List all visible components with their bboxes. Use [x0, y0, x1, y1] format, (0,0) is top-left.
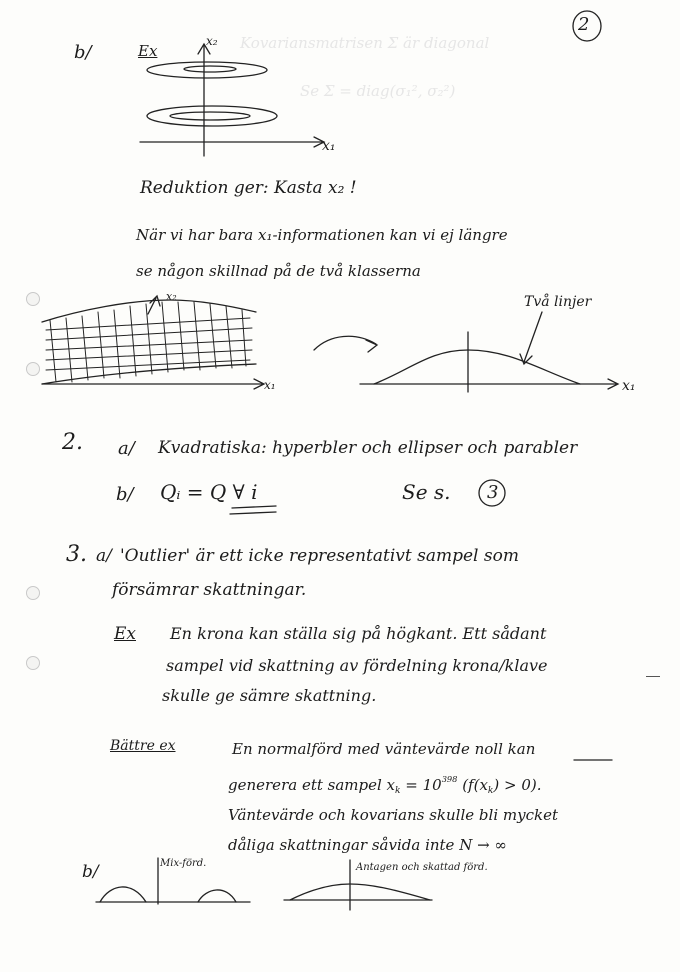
axis-label-x1: x₁: [322, 138, 336, 154]
section-b-marker: b/: [74, 42, 92, 63]
explanation-line-2: se någon skillnad på de två klasserna: [136, 262, 421, 280]
page-number: 2: [578, 14, 590, 35]
item-3-number: 3.: [66, 542, 87, 567]
forall-underline-1: [232, 506, 276, 508]
bleed-through-text-1: Kovariansmatrisen Σ är diagonal: [240, 34, 490, 52]
two-lines-pointer: [524, 312, 542, 362]
item-3-ex-line-2: sampel vid skattning av fördelning krona/klave: [166, 656, 548, 675]
item-2-number: 2.: [62, 430, 83, 455]
item-3a-line-2: försämrar skattningar.: [112, 580, 307, 600]
better-example-label: Bättre ex: [110, 738, 176, 754]
reduction-line: Reduktion ger: Kasta x₂ !: [140, 178, 357, 198]
class2-ellipse-outer: [147, 106, 277, 126]
transform-arrow-head: [366, 340, 377, 352]
axis-label-x2-grid: x₂: [166, 290, 177, 303]
mix-bump-right: [198, 890, 236, 902]
better-example-line-3: Väntevärde och kovarians skulle bli mycket: [228, 806, 558, 824]
item-3-ex-label: Ex: [114, 624, 136, 644]
better-example-line-1: En normalförd med väntevärde noll kan: [232, 740, 536, 758]
class1-ellipse-inner: [184, 66, 236, 72]
ex-label: Ex: [138, 42, 158, 60]
grid-bottom-boundary: [42, 364, 256, 384]
mix-distribution-label: Mix-förd.: [160, 858, 207, 869]
class2-ellipse-inner: [170, 112, 250, 120]
item-2a-text: Kvadratiska: hyperbler och ellipser och parabler: [158, 438, 578, 458]
forall-underline-2: [230, 512, 276, 514]
mix-bump-left: [100, 887, 146, 902]
page-number-circle: [573, 11, 601, 41]
assumed-distribution-label: Antagen och skattad förd.: [356, 862, 488, 873]
class1-ellipse-outer: [147, 62, 267, 78]
two-lines-label: Två linjer: [524, 294, 592, 310]
bell-curve: [374, 350, 580, 384]
better-example-line-4: dåliga skattningar såvida inte N → ∞: [228, 836, 507, 854]
item-2b-see: Se s.: [402, 480, 451, 504]
item-3a-line-1: 'Outlier' är ett icke representativt sampel som: [120, 546, 519, 566]
grid-hatching: [46, 302, 252, 382]
item-2b-text: Qᵢ = Q ∀ i: [160, 480, 258, 504]
item-2b-see-ref: 3: [487, 482, 499, 503]
item-3a-marker: a/: [96, 546, 112, 566]
axis-label-x1-curve: x₁: [622, 378, 636, 394]
bleed-through-text-2: Se Σ = diag(σ₁², σ₂²): [300, 82, 456, 100]
item-3-ex-line-3: skulle ge sämre skattning.: [162, 686, 377, 705]
transform-arrow: [314, 336, 376, 350]
explanation-line-1: När vi har bara x₁-informationen kan vi ej längre: [136, 226, 508, 244]
item-3b-marker: b/: [82, 862, 99, 882]
item-2a-marker: a/: [118, 438, 135, 459]
better-example-line-2: generera ett sampel $x_k = 10^{398}$ $(f(x_k) > 0)$.: [228, 774, 542, 796]
assumed-curve: [290, 884, 430, 900]
item-2b-marker: b/: [116, 484, 134, 505]
see-ref-circle: [479, 480, 505, 506]
axis-label-x1-grid: x₁: [264, 378, 276, 392]
item-3-ex-line-1: En krona kan ställa sig på högkant. Ett sådant: [170, 624, 547, 643]
axis-label-x2: x₂: [206, 34, 218, 48]
